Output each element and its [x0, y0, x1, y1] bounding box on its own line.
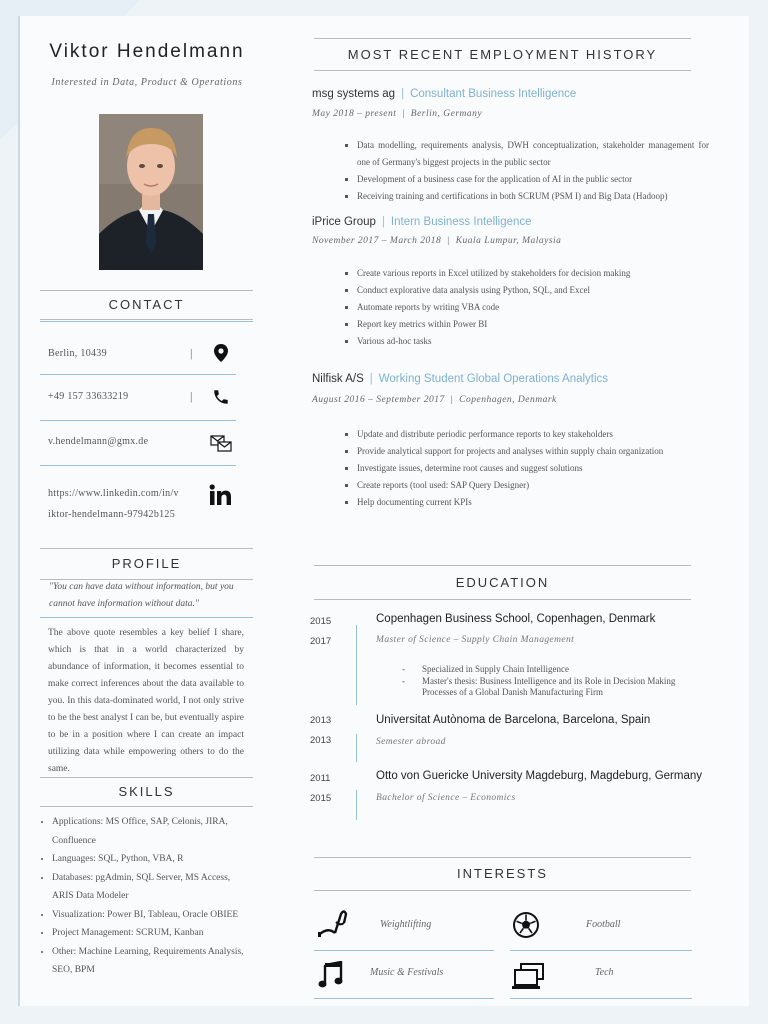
skill-item: • Languages: SQL, Python, VBA, R	[52, 850, 248, 869]
divider	[40, 420, 236, 421]
profile-body: The above quote resembles a key belief I share, which is that in a world characterized by abundance of information, it becomes essential to make correct inferences about the data available to you. In this data-dominated world, I not only strive to be the best analyst I can be, but eventually aspire to be in a position where I can create an impact utilizing data while empowering others to do the same.	[48, 628, 245, 774]
phone-icon	[212, 388, 230, 411]
resume-page	[18, 16, 749, 1006]
divider	[510, 950, 692, 951]
edu-degree: Semester abroad	[376, 737, 446, 747]
contact-phone: +49 157 33633219	[48, 391, 129, 402]
divider	[40, 465, 236, 466]
job-dates-line: May 2018 – present | Berlin, Germany	[312, 109, 483, 119]
edu-timeline-line	[356, 790, 357, 820]
duty-item: ▪ Create various reports in Excel utilized by stakeholders for decision making	[357, 265, 709, 282]
edu-details	[402, 664, 702, 699]
job-role: Intern Business Intelligence	[390, 216, 532, 228]
duty-item: ▪ Conduct explorative data analysis using Python, SQL, and Excel	[357, 282, 709, 299]
duty-item: ▪ Automate reports by writing VBA code	[357, 299, 709, 316]
job-location: Berlin, Germany	[410, 109, 483, 119]
edu-end-year: 2017	[310, 636, 332, 647]
duty-item: ▪ Various ad-hoc tasks	[357, 333, 709, 350]
devices-icon	[512, 962, 546, 995]
duty-item: ▪ Update and distribute periodic performance reports to key stakeholders	[357, 426, 709, 443]
job-title-line: iPrice Group | Intern Business Intelligence	[312, 216, 532, 228]
education-heading: EDUCATION	[314, 565, 691, 600]
profile-photo	[99, 114, 203, 270]
left-accent-rule	[18, 16, 20, 1006]
job-title-line: msg systems ag | Consultant Business Intelligence	[312, 88, 577, 100]
linkedin-url-line2: iktor-hendelmann-97942b125	[48, 509, 176, 520]
job-location: Kuala Lumpur, Malaysia	[455, 236, 562, 246]
profile-quote-line2: cannot have information without data."	[49, 599, 199, 609]
job-role: Consultant Business Intelligence	[410, 88, 577, 100]
job-dates: August 2016 – September 2017	[312, 395, 445, 405]
divider	[40, 617, 253, 618]
edu-start-year: 2011	[310, 773, 331, 784]
skill-item: • Project Management: SCRUM, Kanban	[52, 924, 248, 943]
job-company: iPrice Group	[312, 216, 376, 228]
job-dates-line: November 2017 – March 2018 | Kuala Lumpur, Malaysia	[312, 236, 562, 246]
edu-start-year: 2015	[310, 616, 332, 627]
contact-address: Berlin, 10439	[48, 348, 107, 359]
edu-school: Universitat Autònoma de Barcelona, Barcelona, Spain	[376, 714, 651, 726]
edu-degree: Master of Science – Supply Chain Management	[376, 635, 575, 645]
edu-end-year: 2013	[310, 735, 332, 746]
duty-item: ▪ Help documenting current KPIs	[357, 494, 709, 511]
skill-item: • Databases: pgAdmin, SQL Server, MS Access, ARIS Data Modeler	[52, 869, 248, 906]
interests-heading: INTERESTS	[314, 857, 691, 891]
edu-detail-item: - Master's thesis: Business Intelligence and its Role in Decision Making Processes of a Global Danish Manufacturing Firm	[422, 676, 702, 699]
divider	[510, 998, 692, 999]
separator: |	[190, 346, 193, 360]
divider	[314, 950, 494, 951]
contact-email: v.hendelmann@gmx.de	[48, 436, 149, 447]
interest-label: Weightlifting	[380, 919, 432, 930]
edu-timeline-line	[356, 734, 357, 762]
job-company: msg systems ag	[312, 88, 396, 100]
job-location: Copenhagen, Denmark	[459, 395, 557, 405]
edu-detail-item: - Specialized in Supply Chain Intelligence	[422, 664, 702, 676]
profile-quote	[49, 579, 251, 613]
duty-item: ▪ Data modelling, requirements analysis, DWH conceptualization, stakeholder management for one of Germany's biggest projects in the public sector	[357, 137, 709, 171]
person-name: Viktor Hendelmann	[49, 41, 245, 62]
duty-item: ▪ Report key metrics within Power BI	[357, 316, 709, 333]
skills-heading: SKILLS	[40, 777, 253, 807]
job-dates: November 2017 – March 2018	[312, 236, 442, 246]
duty-item: ▪ Receiving training and certifications in both SCRUM (PSM I) and Big Data (Hadoop)	[357, 188, 709, 205]
skill-item: • Other: Machine Learning, Requirements Analysis, SEO, BPM	[52, 943, 248, 980]
divider	[40, 374, 236, 375]
edu-school: Otto von Guericke University Magdeburg, Magdeburg, Germany	[376, 770, 702, 782]
skill-item: • Visualization: Power BI, Tableau, Oracle OBIEE	[52, 906, 248, 925]
edu-start-year: 2013	[310, 715, 332, 726]
job-duties	[313, 137, 709, 205]
duty-item: ▪ Development of a business case for the application of AI in the public sector	[357, 171, 709, 188]
interest-label: Tech	[595, 967, 614, 978]
skills-list	[30, 813, 248, 980]
contact-heading: CONTACT	[40, 290, 253, 320]
contact-linkedin	[48, 483, 179, 525]
duty-item: ▪ Investigate issues, determine root causes and suggest solutions	[357, 460, 709, 477]
job-dates: May 2018 – present	[312, 109, 397, 119]
football-icon	[512, 911, 540, 944]
job-duties	[313, 265, 709, 350]
duty-item: ▪ Create reports (tool used: SAP Query Designer)	[357, 477, 709, 494]
job-duties	[313, 426, 709, 511]
location-pin-icon	[214, 344, 228, 367]
skill-item: • Applications: MS Office, SAP, Celonis, JIRA, Confluence	[52, 813, 248, 850]
employment-heading: MOST RECENT EMPLOYMENT HISTORY	[314, 38, 691, 71]
job-dates-line: August 2016 – September 2017 | Copenhagen, Denmark	[312, 395, 557, 405]
job-company: Nilfisk A/S	[312, 373, 364, 385]
weightlifting-icon	[318, 910, 350, 943]
linkedin-icon	[209, 484, 233, 511]
duty-item: ▪ Provide analytical support for projects and analyses within supply chain organization	[357, 443, 709, 460]
divider	[314, 998, 494, 999]
edu-school: Copenhagen Business School, Copenhagen, Denmark	[376, 613, 656, 625]
profile-quote-line1: "You can have data without information, but you	[49, 582, 234, 592]
job-title-line: Nilfisk A/S | Working Student Global Operations Analytics	[312, 373, 609, 385]
edu-degree: Bachelor of Science – Economics	[376, 793, 516, 803]
tagline: Interested in Data, Product & Operations	[51, 77, 243, 88]
separator: |	[190, 389, 193, 403]
profile-heading: PROFILE	[40, 548, 253, 580]
interest-label: Music & Festivals	[370, 967, 444, 978]
interest-label: Football	[586, 919, 621, 930]
divider	[40, 321, 253, 322]
edu-end-year: 2015	[310, 793, 332, 804]
music-note-icon	[318, 961, 344, 994]
job-role: Working Student Global Operations Analytics	[378, 373, 609, 385]
linkedin-url-line1: https://www.linkedin.com/in/v	[48, 488, 179, 499]
edu-timeline-line	[356, 625, 357, 705]
email-icon	[210, 435, 232, 458]
